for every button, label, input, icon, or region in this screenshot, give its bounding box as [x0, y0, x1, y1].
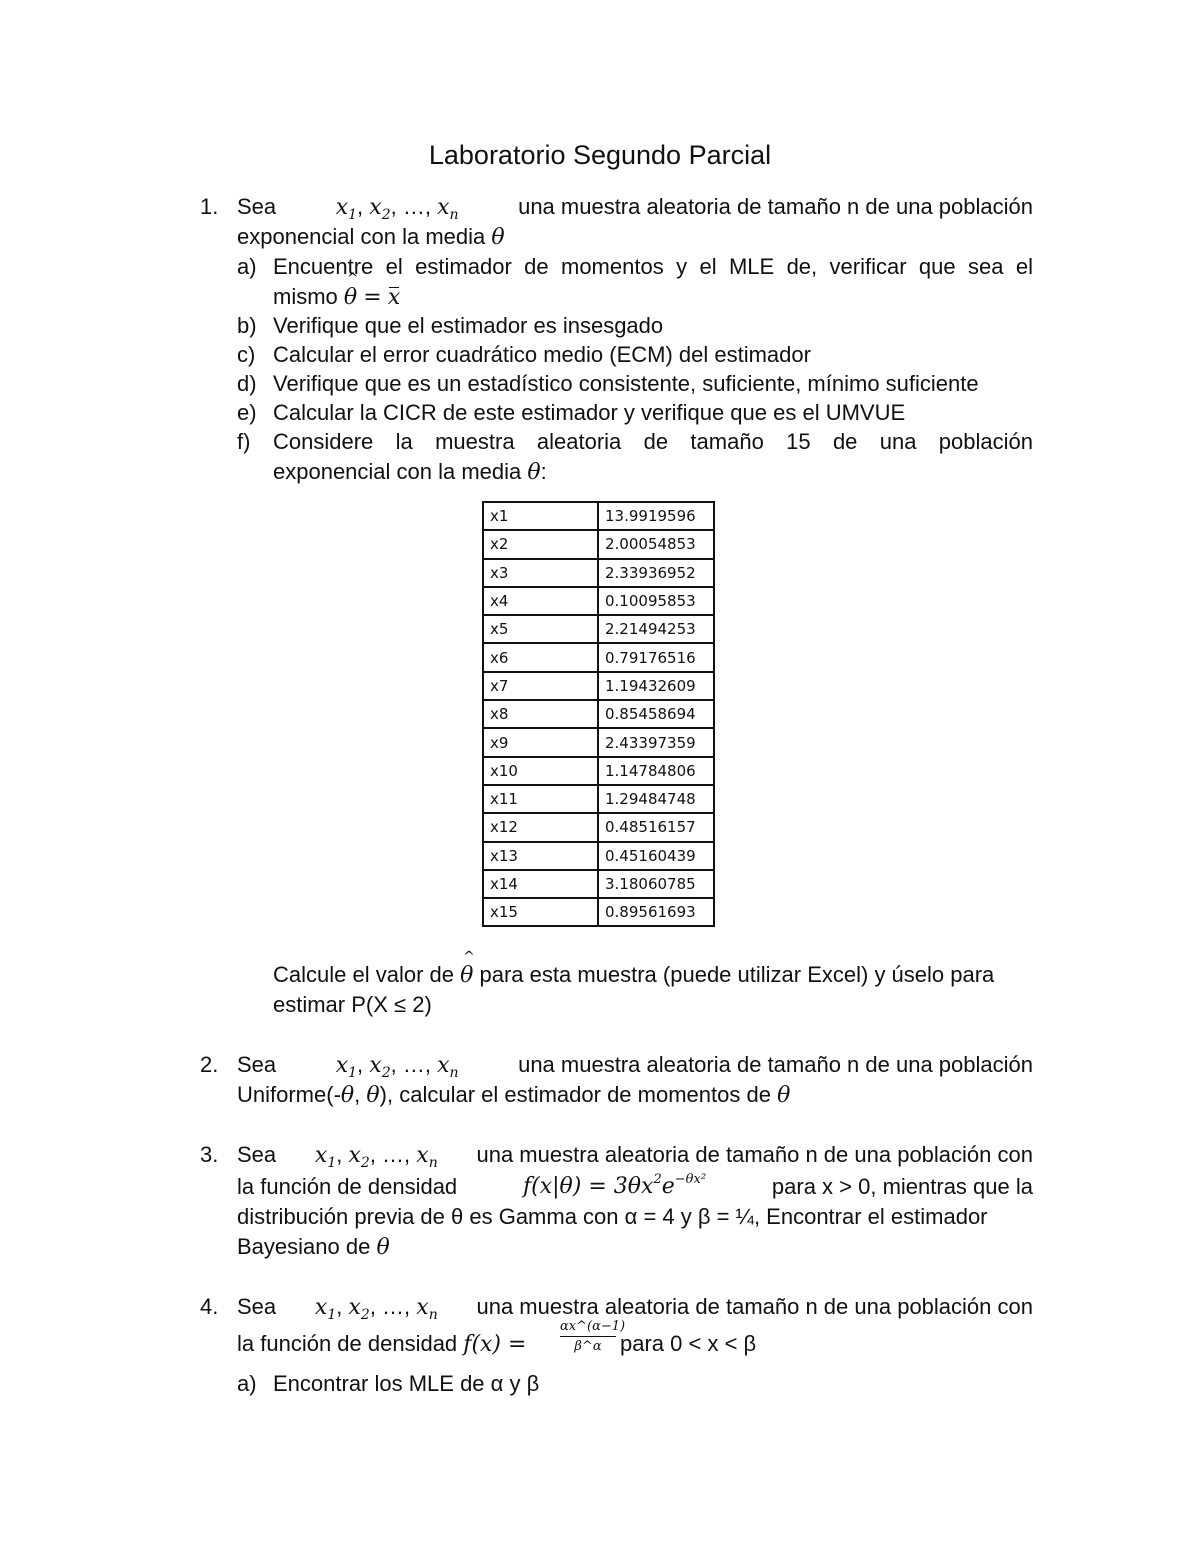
- question-1-number: 1.: [200, 194, 219, 219]
- table-row: [483, 813, 714, 841]
- table-cell-value: 0.48516157: [598, 813, 714, 841]
- item-c-letter: c): [237, 342, 256, 367]
- table-cell-value: 0.89561693: [598, 898, 714, 926]
- question-2-line2: Uniforme(-θ, θ), calcular el estimador de momentos de θ: [237, 1082, 791, 1108]
- question-3-number: 3.: [200, 1142, 219, 1167]
- table-row: [483, 643, 714, 671]
- table-row: [483, 728, 714, 756]
- intro-text: una muestra aleatoria de tamaño n de una población: [518, 194, 1033, 219]
- item-f-line1: Considere la muestra aleatoria de tamaño 15 de una población: [273, 429, 1033, 454]
- table-cell-value: 1.19432609: [598, 672, 714, 700]
- item-d-letter: d): [237, 371, 257, 396]
- table-cell-label: x5: [483, 615, 598, 643]
- table-cell-label: x10: [483, 757, 598, 785]
- sample-table: [482, 501, 715, 927]
- item-f-line2: exponencial con la media θ:: [273, 459, 547, 485]
- question-4-item-a-letter: a): [237, 1371, 257, 1396]
- table-cell-value: 0.10095853: [598, 587, 714, 615]
- density-fraction: [560, 1319, 626, 1354]
- table-cell-value: 3.18060785: [598, 870, 714, 898]
- table-row: [483, 870, 714, 898]
- table-row: [483, 757, 714, 785]
- question-4-line2-a: la función de densidad f(x) =: [237, 1331, 527, 1357]
- fraction-denominator: β^α: [574, 1339, 602, 1354]
- table-cell-value: 0.85458694: [598, 700, 714, 728]
- question-3-line4: Bayesiano de θ: [237, 1234, 390, 1260]
- sample-vars: $x_1$, $x_2$, …, $x_n$: [335, 194, 459, 223]
- table-cell-label: x15: [483, 898, 598, 926]
- table-cell-value: 1.14784806: [598, 757, 714, 785]
- question-4-intro: Sea $x_1$, $x_2$, …, $x_n$ una muestra aleatoria de tamaño n de una población con: [237, 1294, 1033, 1323]
- item-b-letter: b): [237, 313, 257, 338]
- table-row: [483, 587, 714, 615]
- table-row: [483, 559, 714, 587]
- table-cell-label: x7: [483, 672, 598, 700]
- question-2-intro: Sea $x_1$, $x_2$, …, $x_n$ una muestra aleatoria de tamaño n de una población: [237, 1052, 1033, 1081]
- table-row: [483, 615, 714, 643]
- table-cell-label: x14: [483, 870, 598, 898]
- table-cell-value: 0.79176516: [598, 643, 714, 671]
- question-3-line3: distribución previa de θ es Gamma con α = 4 y β = ¼, Encontrar el estimador: [237, 1204, 988, 1229]
- item-c-text: Calcular el error cuadrático medio (ECM) del estimador: [273, 342, 811, 367]
- item-d-text: Verifique que es un estadístico consistente, suficiente, mínimo suficiente: [273, 371, 979, 396]
- table-cell-value: 13.9919596: [598, 502, 714, 530]
- item-f-letter: f): [237, 429, 251, 454]
- item-e-letter: e): [237, 400, 257, 425]
- table-cell-label: x12: [483, 813, 598, 841]
- question-4-line2-b: para 0 < x < β: [620, 1331, 757, 1356]
- question-3-intro: Sea $x_1$, $x_2$, …, $x_n$ una muestra aleatoria de tamaño n de una población con: [237, 1142, 1033, 1171]
- table-cell-value: 0.45160439: [598, 842, 714, 870]
- page-title: Laboratorio Segundo Parcial: [428, 140, 772, 170]
- table-cell-label: x2: [483, 530, 598, 558]
- table-cell-label: x1: [483, 502, 598, 530]
- table-row: [483, 502, 714, 530]
- table-cell-value: 2.33936952: [598, 559, 714, 587]
- item-a-letter: a): [237, 254, 257, 279]
- question-4-number: 4.: [200, 1294, 219, 1319]
- question-3-line2: la función de densidad $f(x|\theta) = 3\theta x^2e^{-\theta x^2}$ para x > 0, mientras que la: [237, 1172, 1033, 1199]
- table-cell-label: x11: [483, 785, 598, 813]
- table-cell-value: 2.00054853: [598, 530, 714, 558]
- question-4-item-a-text: Encontrar los MLE de α y β: [273, 1371, 540, 1396]
- calc-line1: Calcule el valor de ^ θ para esta muestra (puede utilizar Excel) y úselo para: [273, 962, 994, 988]
- item-a-line2: mismo ^ θ = x: [273, 284, 400, 310]
- table-cell-value: 1.29484748: [598, 785, 714, 813]
- fraction-numerator: αx^(α−1): [560, 1319, 626, 1334]
- item-a-line1: Encuentre el estimador de momentos y el MLE de, verificar que sea el: [273, 254, 1033, 279]
- question-1-intro-line2: exponencial con la media θ: [237, 224, 505, 250]
- item-e-text: Calcular la CICR de este estimador y verifique que es el UMVUE: [273, 400, 906, 425]
- table-row: [483, 842, 714, 870]
- table-row: [483, 785, 714, 813]
- table-cell-label: x8: [483, 700, 598, 728]
- table-row: [483, 530, 714, 558]
- question-2-number: 2.: [200, 1052, 219, 1077]
- table-row: [483, 700, 714, 728]
- question-1-intro: [237, 194, 1033, 223]
- table-cell-label: x3: [483, 559, 598, 587]
- table-cell-value: 2.21494253: [598, 615, 714, 643]
- calc-line2: estimar P(X ≤ 2): [273, 992, 432, 1017]
- table-cell-label: x13: [483, 842, 598, 870]
- sea-word: Sea: [237, 194, 277, 219]
- table-cell-label: x6: [483, 643, 598, 671]
- table-row: [483, 672, 714, 700]
- table-row: [483, 898, 714, 926]
- table-cell-label: x4: [483, 587, 598, 615]
- item-b-text: Verifique que el estimador es insesgado: [273, 313, 664, 338]
- table-cell-label: x9: [483, 728, 598, 756]
- table-cell-value: 2.43397359: [598, 728, 714, 756]
